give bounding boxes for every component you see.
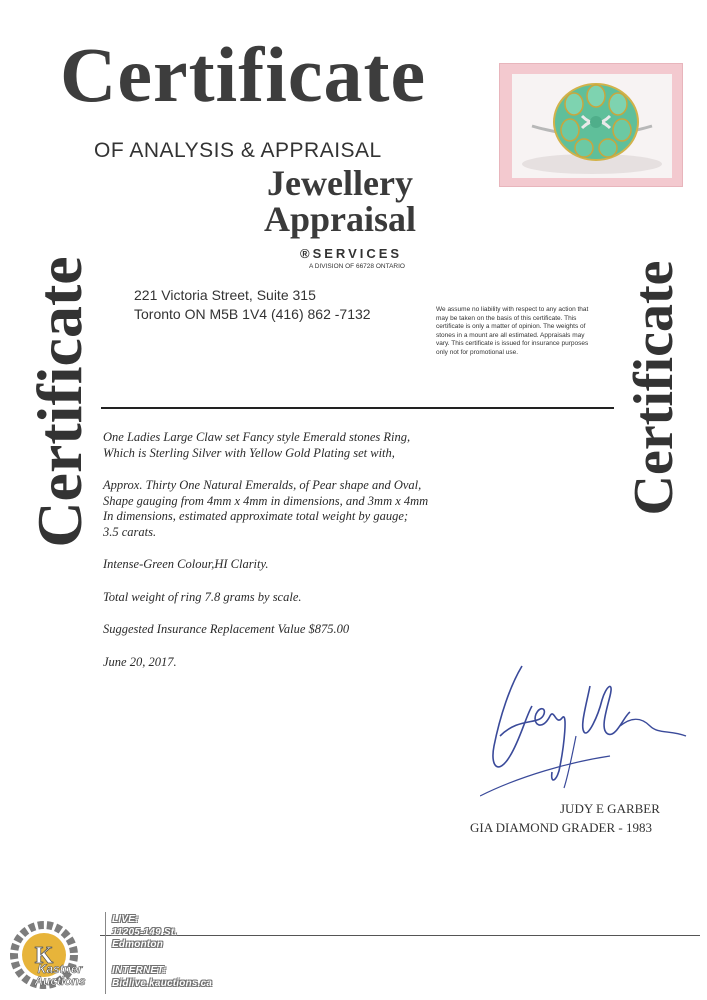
appraiser-title: GIA DIAMOND GRADER - 1983 [470, 820, 652, 835]
description-line: Approx. Thirty One Natural Emeralds, of Pear shape and Oval, [103, 478, 422, 492]
footer-live-address: 11205-149 St. [112, 927, 178, 938]
section-divider [101, 407, 614, 409]
certificate-title: Certificate [60, 31, 427, 118]
ring-weight: Total weight of ring 7.8 grams by scale. [103, 589, 302, 604]
footer-internet-url: Bidlive.kauctions.ca [112, 978, 213, 989]
company-address [134, 286, 371, 324]
handwritten-signature [480, 656, 690, 806]
colour-clarity: Intense-Green Colour,HI Clarity. [103, 557, 269, 571]
footer-rule [100, 935, 700, 936]
description-line: Which is Sterling Silver with Yellow Gold Plating set with, [103, 445, 395, 460]
logo-services: ®SERVICES [300, 246, 403, 261]
ring-icon [512, 74, 672, 178]
address-line-2: Toronto ON M5B 1V4 (416) 862 -7132 [134, 306, 371, 322]
ring-box-interior [512, 74, 672, 178]
logo-word-auctions: Auctions [34, 974, 86, 988]
description-line: In dimensions, estimated approximate total weight by gauge; [103, 509, 409, 523]
logo-division: A DIVISION OF 66728 ONTARIO [309, 263, 405, 270]
appraiser-name: JUDY E GARBER [560, 801, 660, 816]
logo-word-kastner: Kastner [37, 962, 83, 976]
svg-text:K: K [34, 943, 54, 969]
ring-photo [499, 63, 683, 187]
address-line-1: 221 Victoria Street, Suite 315 [134, 287, 316, 303]
description-line: One Ladies Large Claw set Fancy style Emerald stones Ring, [103, 430, 411, 444]
appraisal-description [103, 430, 503, 670]
description-line: 3.5 carats. [103, 524, 157, 539]
logo-line-jewellery: Jewellery [267, 163, 413, 203]
side-title-left: Certificate [24, 256, 95, 548]
footer-live-city: Edmonton [112, 939, 164, 950]
company-logo [255, 165, 425, 237]
certificate-subtitle: OF ANALYSIS & APPRAISAL [94, 139, 382, 162]
replacement-value: Suggested Insurance Replacement Value $875.00 [103, 622, 350, 636]
appraisal-date: June 20, 2017. [103, 654, 177, 669]
side-title-right: Certificate [623, 260, 685, 516]
disclaimer-text: We assume no liability with respect to any action that may be taken on the basis of this certificate. This certificate is only a matter of opinion. The weights of stones in a mount are all estimated. Appraisals may vary. This certificate is issued for insurance purposes only not for promotional use. [436, 306, 589, 356]
footer-internet-label: INTERNET: [112, 965, 167, 976]
kastner-auctions-logo [4, 921, 100, 993]
footer-separator [105, 912, 106, 994]
description-line: Shape gauging from 4mm x 4mm in dimensions, and 3mm x 4mm [103, 493, 429, 508]
footer-live-label: LIVE: [112, 914, 139, 925]
logo-line-appraisal: Appraisal [263, 199, 417, 239]
